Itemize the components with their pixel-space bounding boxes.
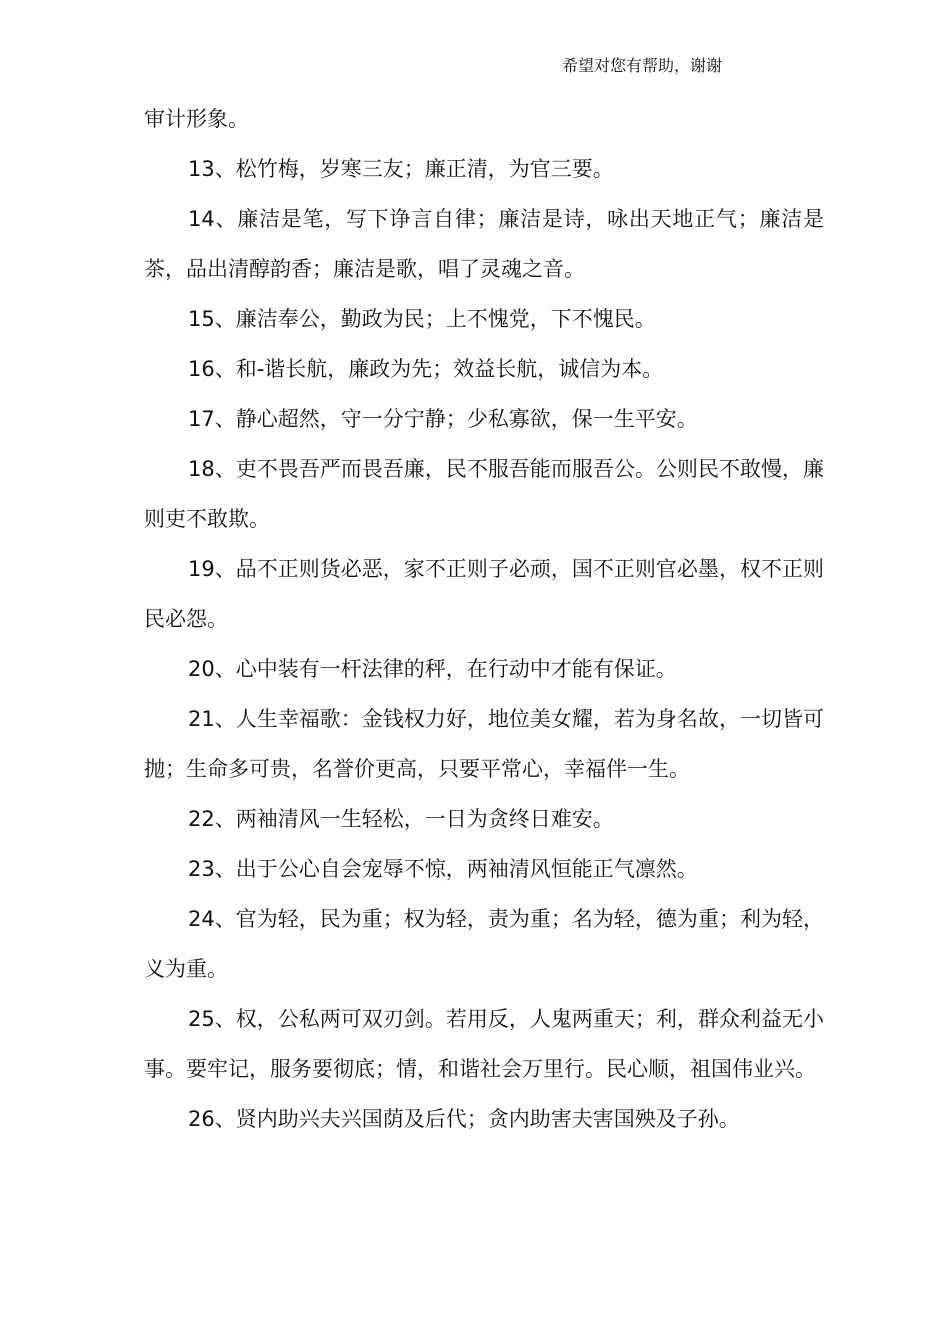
paragraph-item-17: 17、静心超然，守一分宁静；少私寡欲，保一生平安。 (188, 407, 698, 431)
paragraph-item-14: 14、廉洁是笔，写下诤言自律；廉洁是诗，咏出天地正气；廉洁是茶，品出清醇韵香；廉洁是歌，唱了灵魂之音。 (144, 207, 824, 281)
paragraph-item-19: 19、品不正则货必恶，家不正则子必顽，国不正则官必墨，权不正则民必怨。 (144, 557, 824, 631)
header-note: 希望对您有帮助，谢谢 (562, 56, 723, 75)
paragraph-item-24: 24、官为轻，民为重；权为轻，责为重；名为轻，德为重；利为轻，义为重。 (144, 907, 824, 981)
paragraph-item-15: 15、廉洁奉公，勤政为民；上不愧党，下不愧民。 (188, 307, 656, 331)
paragraph-item-25: 25、权，公私两可双刃剑。若用反，人鬼两重天；利，群众利益无小事。要牢记，服务要彻底；情，和谐社会万里行。民心顺，祖国伟业兴。 (144, 1007, 824, 1081)
document-body (144, 94, 824, 1144)
paragraph-item-26: 26、贤内助兴夫兴国荫及后代；贪内助害夫害国殃及子孙。 (188, 1107, 740, 1131)
paragraph-item-13: 13、松竹梅，岁寒三友；廉正清，为官三要。 (188, 157, 614, 181)
paragraph-item-20: 20、心中装有一杆法律的秤，在行动中才能有保证。 (188, 657, 677, 681)
paragraph-item-23: 23、出于公心自会宠辱不惊，两袖清风恒能正气凛然。 (188, 857, 698, 881)
paragraph-item-21: 21、人生幸福歌：金钱权力好，地位美女耀，若为身名故，一切皆可抛；生命多可贵，名誉价更高，只要平常心，幸福伴一生。 (144, 707, 824, 781)
paragraph-continuation: 审计形象。 (144, 107, 249, 131)
paragraph-item-22: 22、两袖清风一生轻松，一日为贪终日难安。 (188, 807, 614, 831)
paragraph-item-18: 18、吏不畏吾严而畏吾廉，民不服吾能而服吾公。公则民不敢慢，廉则吏不敢欺。 (144, 457, 824, 531)
paragraph-item-16: 16、和-谐长航，廉政为先；效益长航，诚信为本。 (188, 357, 664, 381)
